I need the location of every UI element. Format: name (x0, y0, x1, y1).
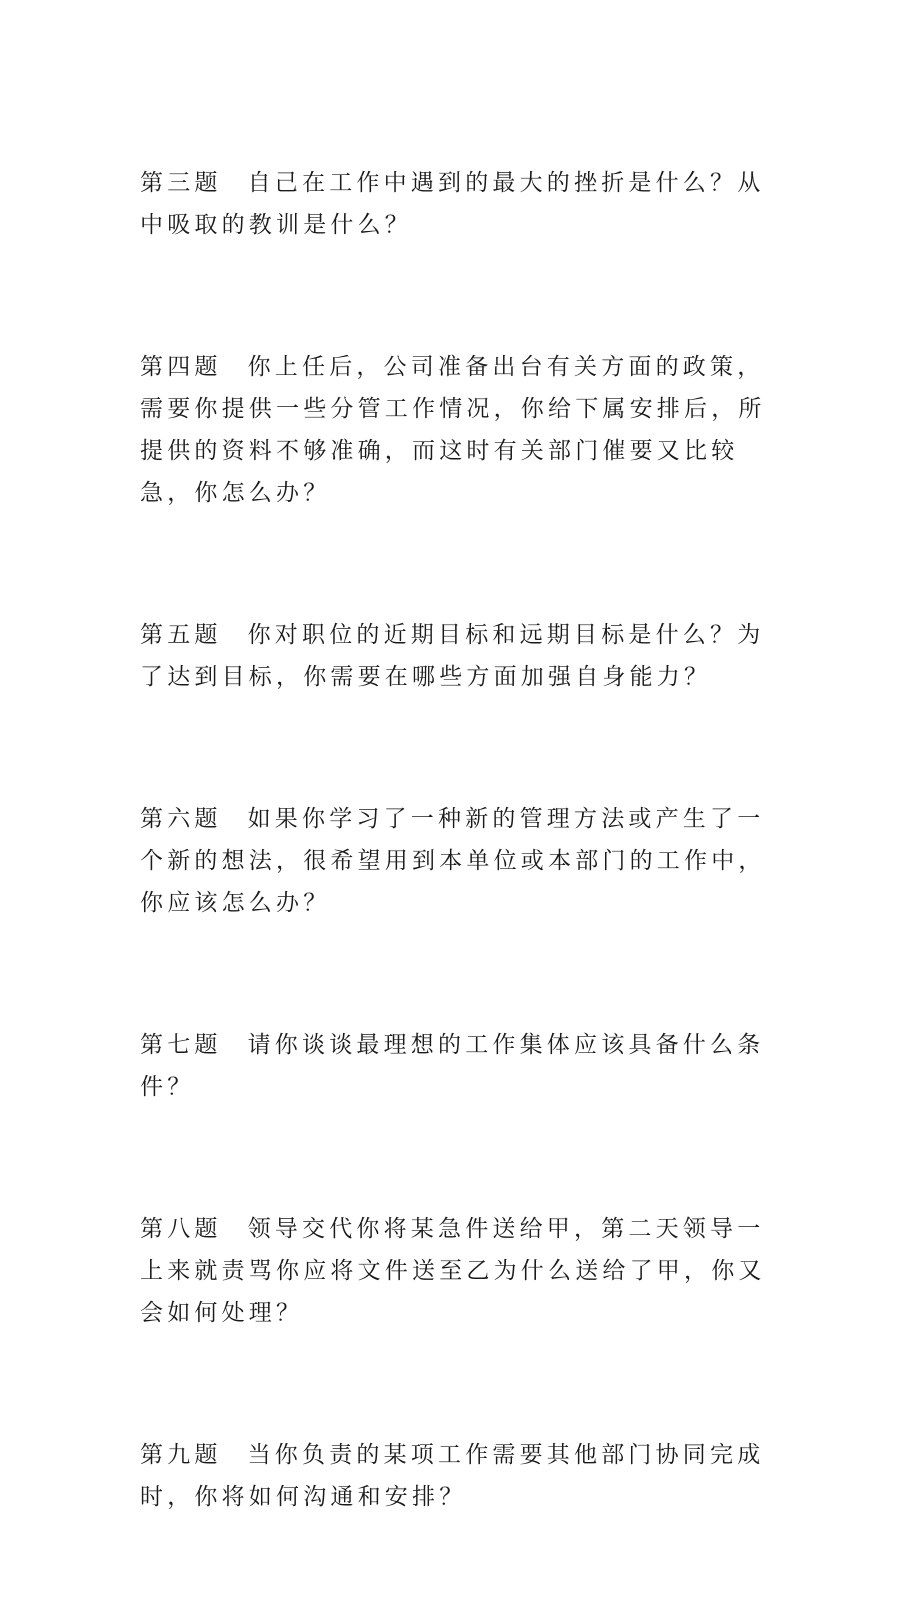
question-5-label: 第五题 (140, 622, 222, 648)
question-3-text: 自己在工作中遇到的最大的挫折是什么？从中吸取的教训是什么？ (140, 170, 765, 238)
question-7 (140, 1024, 785, 1108)
question-4-text: 你上任后，公司准备出台有关方面的政策，需要你提供一些分管工作情况，你给下属安排后，所提供的资料不够准确，而这时有关部门催要又比较急，你怎么办？ (140, 354, 766, 506)
question-3-label: 第三题 (140, 170, 222, 196)
question-9-text: 当你负责的某项工作需要其他部门协同完成时，你将如何沟通和安排？ (140, 1442, 765, 1510)
question-8 (140, 1208, 785, 1334)
question-4 (140, 346, 785, 514)
question-6-label: 第六题 (140, 806, 222, 832)
question-6-text: 如果你学习了一种新的管理方法或产生了一个新的想法，很希望用到本单位或本部门的工作中，你应该怎么办？ (140, 806, 766, 916)
question-9 (140, 1434, 785, 1518)
question-7-label: 第七题 (140, 1032, 222, 1058)
question-8-text: 领导交代你将某急件送给甲，第二天领导一上来就责骂你应将文件送至乙为什么送给了甲，你又会如何处理？ (140, 1216, 766, 1326)
question-8-label: 第八题 (140, 1216, 222, 1242)
question-list (140, 162, 785, 1618)
question-5 (140, 614, 785, 698)
question-3 (140, 162, 785, 246)
question-5-text: 你对职位的近期目标和远期目标是什么？为了达到目标，你需要在哪些方面加强自身能力？ (140, 622, 765, 690)
question-6 (140, 798, 785, 924)
question-9-label: 第九题 (140, 1442, 222, 1468)
question-7-text: 请你谈谈最理想的工作集体应该具备什么条件？ (140, 1032, 765, 1100)
question-4-label: 第四题 (140, 354, 222, 380)
